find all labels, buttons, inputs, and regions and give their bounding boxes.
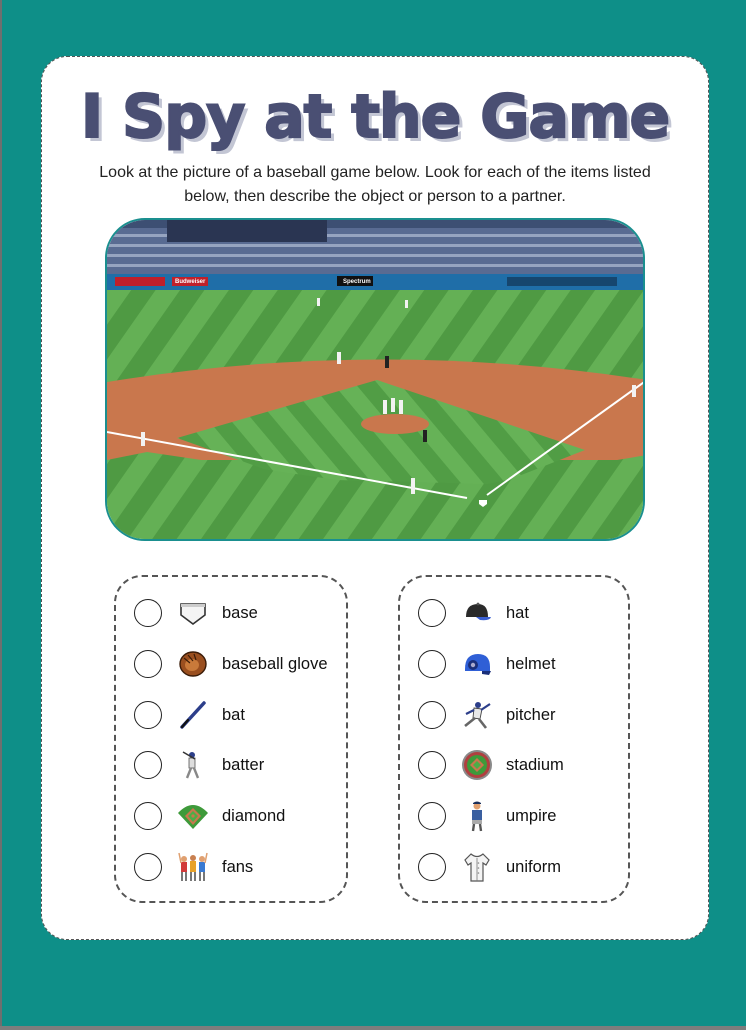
list-item <box>116 644 346 684</box>
checkbox-hat[interactable] <box>418 599 446 627</box>
base-icon <box>177 597 209 629</box>
list-item <box>116 847 346 887</box>
stadium-icon <box>461 749 493 781</box>
item-label-helmet: helmet <box>506 654 556 673</box>
checkbox-pitcher[interactable] <box>418 701 446 729</box>
page-edge <box>0 0 2 1030</box>
checkbox-base[interactable] <box>134 599 162 627</box>
list-item <box>400 745 628 785</box>
checkbox-batter[interactable] <box>134 751 162 779</box>
item-label-bat: bat <box>222 705 245 724</box>
item-label-diamond: diamond <box>222 806 286 825</box>
item-label-pitcher: pitcher <box>506 705 556 724</box>
batter-icon <box>177 749 209 781</box>
worksheet-card <box>41 56 709 940</box>
item-label-uniform: uniform <box>506 857 562 876</box>
item-label-stadium: stadium <box>506 755 564 774</box>
fans-icon <box>177 851 209 883</box>
checkbox-diamond[interactable] <box>134 802 162 830</box>
checkbox-helmet[interactable] <box>418 650 446 678</box>
list-item <box>116 796 346 836</box>
instructions-text: Look at the picture of a baseball game below. Look for each of the items listed below, then describe the object or person to a partner. <box>99 164 651 205</box>
pitcher-icon <box>461 699 493 731</box>
checkbox-baseball-glove[interactable] <box>134 650 162 678</box>
item-label-hat: hat <box>506 603 529 622</box>
uniform-icon <box>461 851 493 883</box>
item-label-umpire: umpire <box>506 806 557 825</box>
checklist-right <box>398 575 630 903</box>
checkbox-umpire[interactable] <box>418 802 446 830</box>
item-label-batter: batter <box>222 755 265 774</box>
hat-icon <box>461 597 493 629</box>
list-item <box>400 644 628 684</box>
diamond-icon <box>177 800 209 832</box>
baseball-glove-icon <box>177 648 209 680</box>
ad-budweiser: Budweiser <box>175 279 206 285</box>
checkbox-fans[interactable] <box>134 853 162 881</box>
checkbox-bat[interactable] <box>134 701 162 729</box>
list-item <box>400 796 628 836</box>
page-edge <box>0 1026 746 1030</box>
checkbox-uniform[interactable] <box>418 853 446 881</box>
checklist-left <box>114 575 348 903</box>
list-item <box>400 847 628 887</box>
umpire-icon <box>461 800 493 832</box>
list-item <box>116 593 346 633</box>
helmet-icon <box>461 648 493 680</box>
list-item <box>116 745 346 785</box>
worksheet-title: I Spy at the Game <box>80 82 670 152</box>
checkbox-stadium[interactable] <box>418 751 446 779</box>
bat-icon <box>177 699 209 731</box>
list-item <box>400 695 628 735</box>
list-item <box>116 695 346 735</box>
item-label-fans: fans <box>222 857 254 876</box>
baseball-stadium-photo <box>105 218 645 541</box>
list-item <box>400 593 628 633</box>
item-label-baseball-glove: baseball glove <box>222 654 328 673</box>
item-label-base: base <box>222 603 258 622</box>
ad-spectrum: Spectrum <box>343 279 371 285</box>
